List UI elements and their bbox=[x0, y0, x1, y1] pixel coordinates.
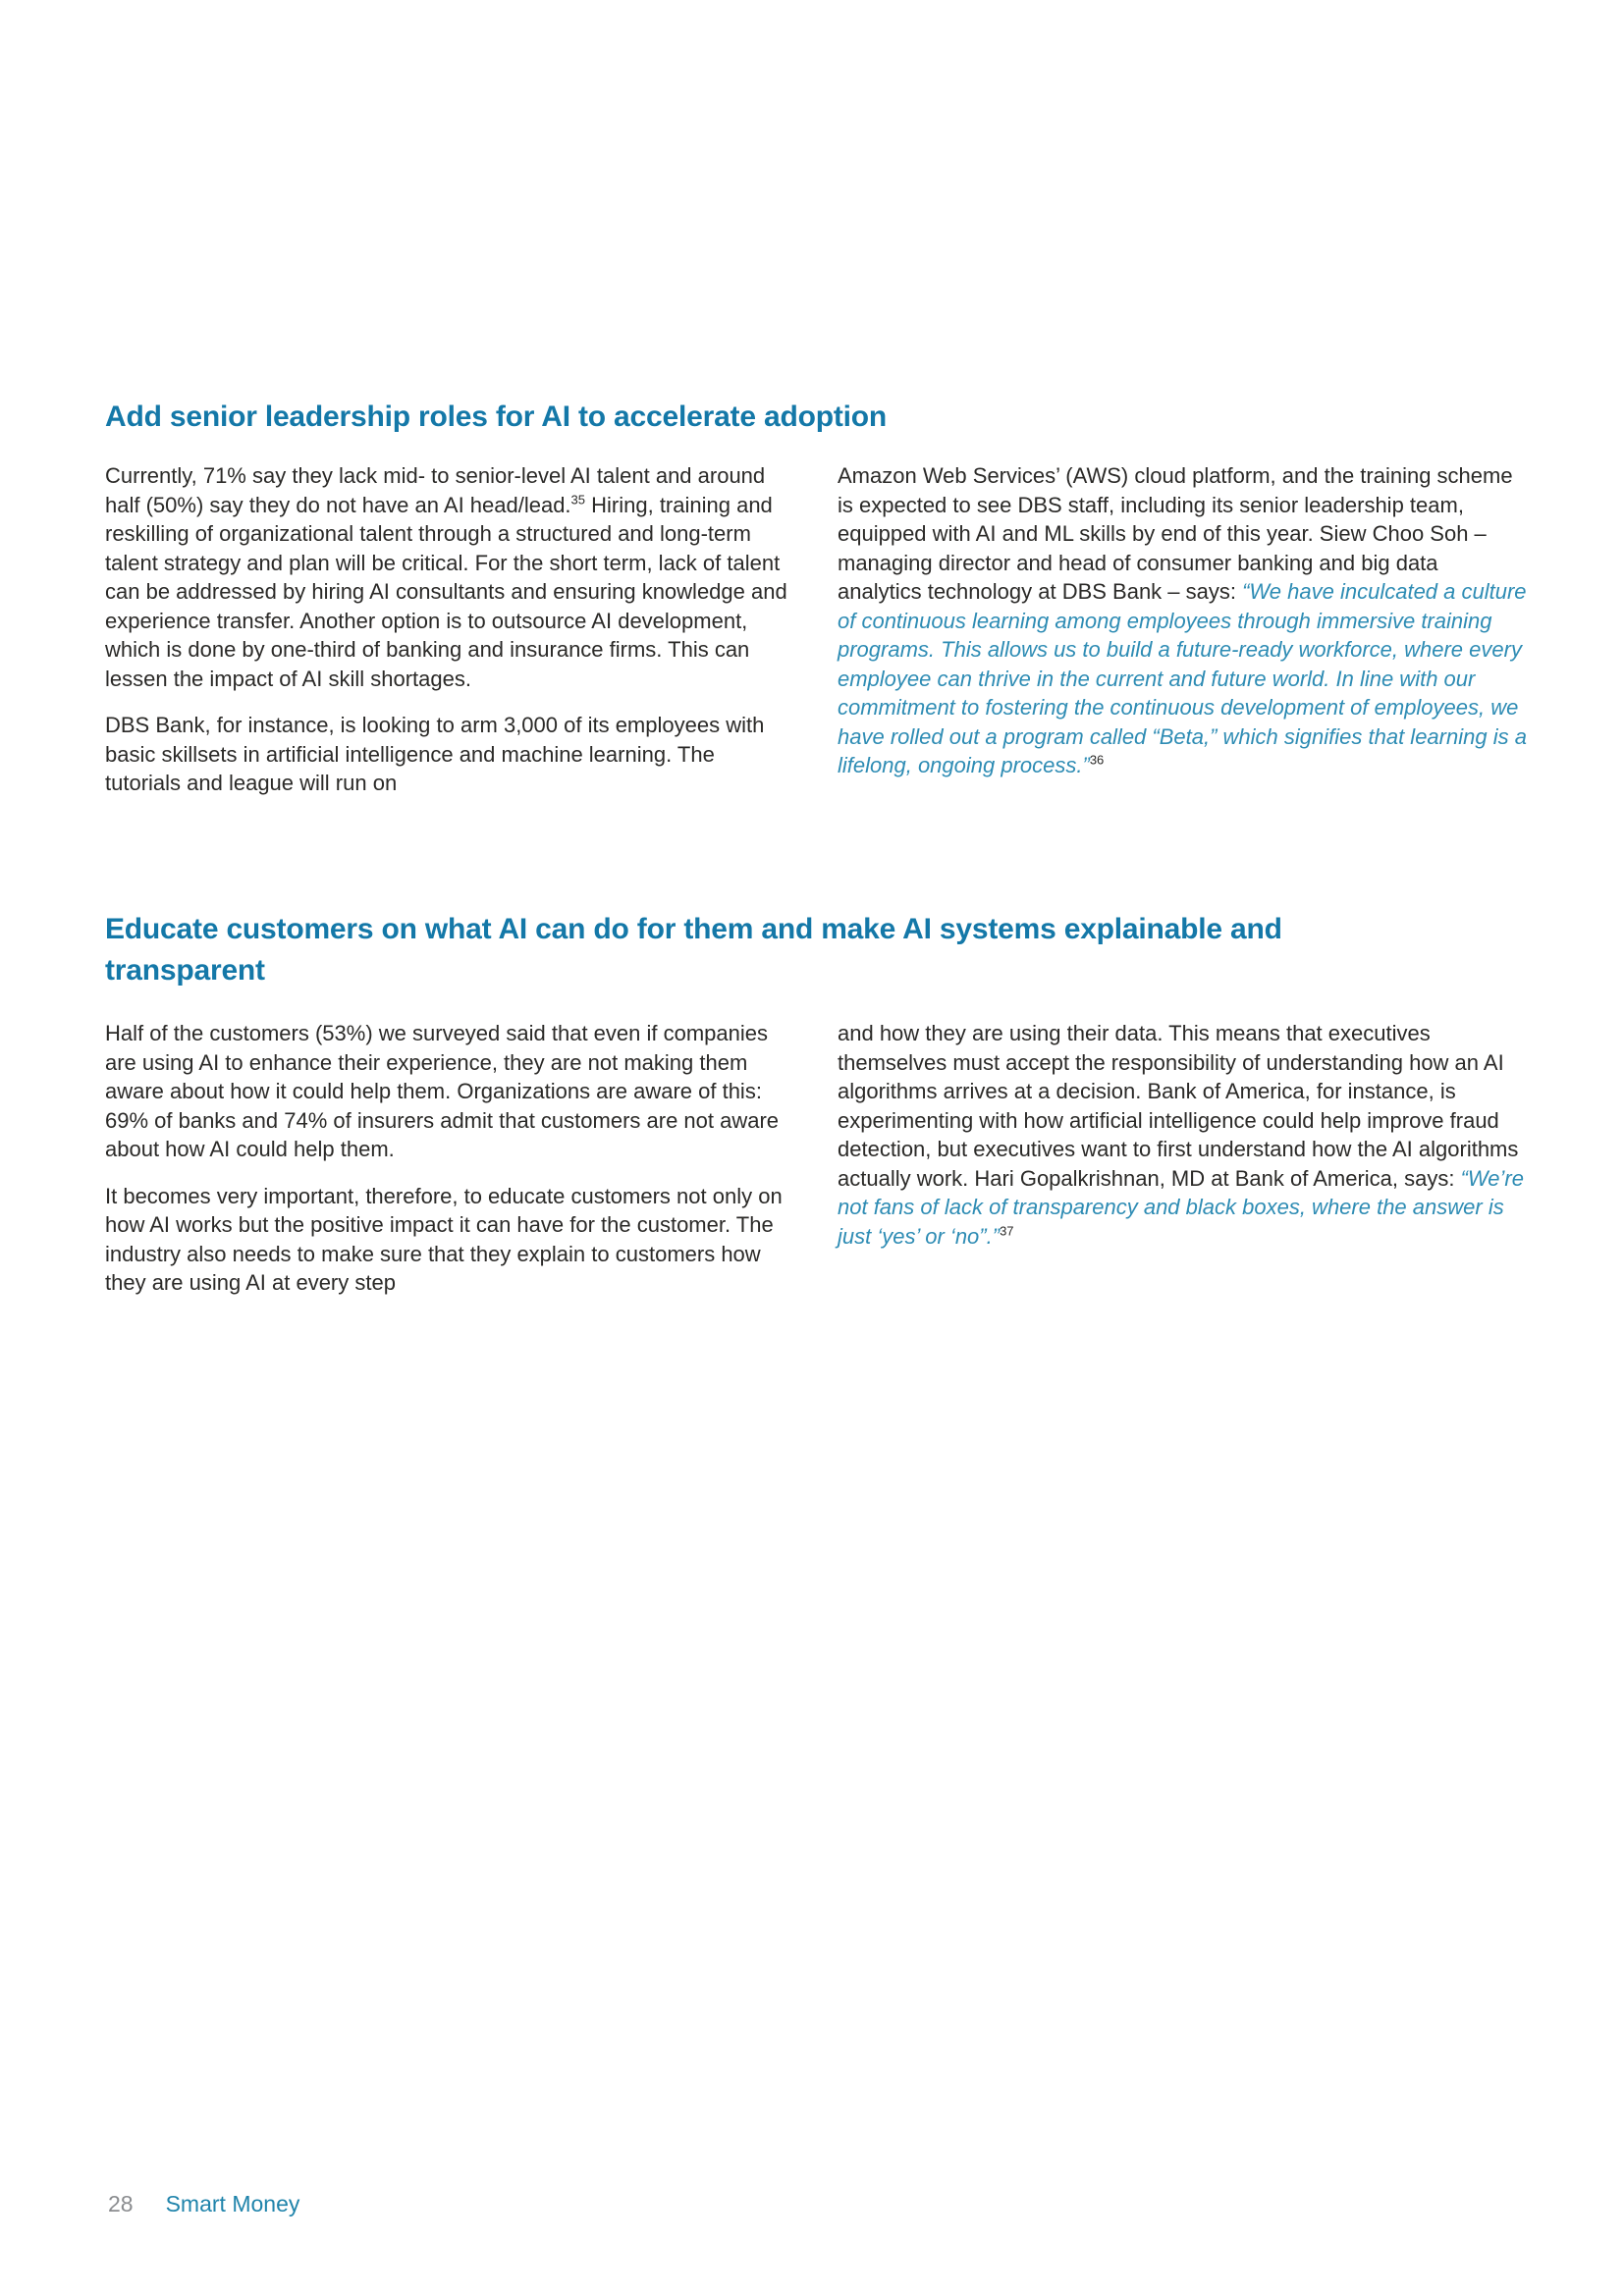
body-paragraph bbox=[105, 711, 795, 798]
page-number: 28 bbox=[108, 2191, 134, 2216]
body-text: Hiring, training and reskilling of organizational talent through a structured and long-term talent strategy and plan will be critical. For the short term, lack of talent can be addressed by hiring AI consultants and ensuring knowledge and experience transfer. Another option is to outsource AI development, which is done by one-third of banking and insurance firms. This can lessen the impact of AI skill shortages. bbox=[105, 492, 787, 691]
footnote-reference: 36 bbox=[1089, 752, 1105, 768]
section-heading-educate: Educate customers on what AI can do for them and make AI systems explainable and transparent bbox=[105, 913, 1282, 988]
body-paragraph bbox=[838, 1019, 1528, 1251]
column-right bbox=[838, 461, 1528, 816]
column-right bbox=[838, 1019, 1528, 1315]
body-text: Amazon Web Services’ (AWS) cloud platform, and the training scheme is expected to see DBS staff, including its senior leadership team, equipped with AI and ML skills by end of this year. Siew Choo Soh – managing director and head of consumer banking and big data analytics technology at DBS Bank – says: bbox=[838, 463, 1513, 604]
body-text: and how they are using their data. This means that executives themselves must accept the responsibility of understanding how an AI algorithms arrives at a decision. Bank of America, for instance, is experimenting with how artificial intelligence could help improve fraud detection, but executives want to first understand how the AI algorithms actually work. Hari Gopalkrishnan, MD at Bank of America, says: bbox=[838, 1021, 1519, 1191]
document-title: Smart Money bbox=[165, 2191, 300, 2216]
body-paragraph bbox=[105, 1182, 795, 1298]
body-paragraph bbox=[105, 1019, 795, 1164]
body-paragraph bbox=[105, 461, 795, 693]
body-text: Half of the customers (53%) we surveyed said that even if companies are using AI to enhance their experience, they are not making them aware about how it could help them. Organizations are aware of this: 69% of banks and 74% of insurers admit that customers are not aware about how AI could help them. bbox=[105, 1021, 780, 1161]
column-left bbox=[105, 1019, 795, 1315]
column-left bbox=[105, 461, 795, 816]
section-leadership-columns bbox=[105, 461, 1528, 816]
body-paragraph bbox=[838, 461, 1528, 780]
body-text: It becomes very important, therefore, to educate customers not only on how AI works but the positive impact it can have for the customer. The industry also needs to make sure that they explain to customers how they are using AI at every step bbox=[105, 1183, 783, 1295]
section-heading-leadership: Add senior leadership roles for AI to accelerate adoption bbox=[105, 400, 888, 434]
section-educate-columns bbox=[105, 1019, 1528, 1315]
body-text: DBS Bank, for instance, is looking to arm 3,000 of its employees with basic skillsets in artificial intelligence and machine learning. The tutorials and league will run on bbox=[105, 713, 765, 795]
quote-text: “We’re not fans of lack of transparency and black boxes, where the answer is just ‘yes’ or ‘no”.” bbox=[838, 1165, 1524, 1249]
footnote-reference: 37 bbox=[1000, 1223, 1014, 1239]
footnote-reference: 35 bbox=[570, 492, 586, 507]
body-text: Currently, 71% say they lack mid- to senior-level AI talent and around half (50%) say they do not have an AI head/lead. bbox=[105, 463, 766, 517]
page-footer bbox=[108, 2191, 299, 2217]
quote-text: “We have inculcated a culture of continuous learning among employees through immersive training programs. This allows us to build a future-ready workforce, where every employee can thrive in the current and future world. In line with our commitment to fostering the continuous development of employees, we have rolled out a program called “Beta,” which signifies that learning is a lifelong, ongoing process.” bbox=[838, 579, 1527, 777]
